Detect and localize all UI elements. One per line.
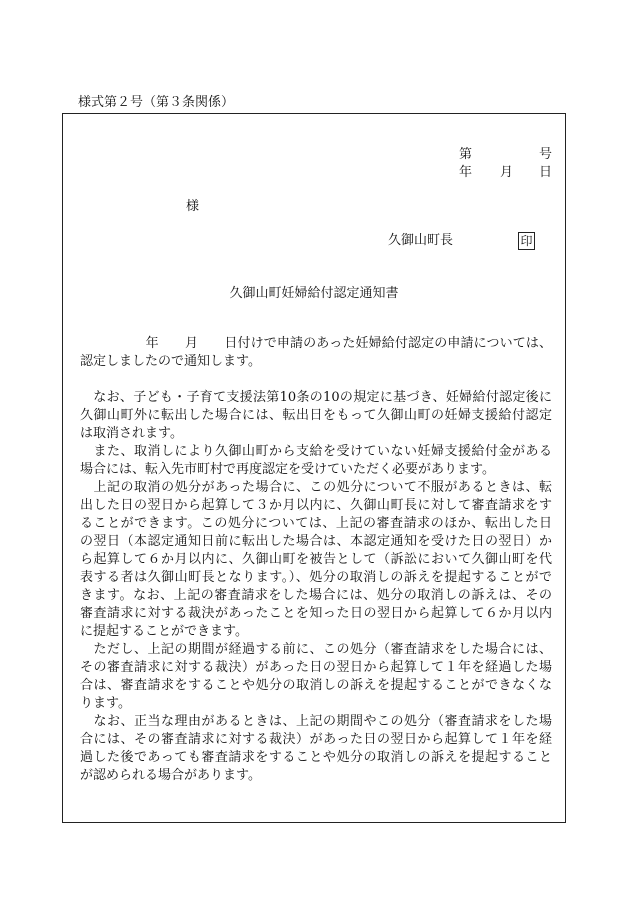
body-line: 出した日の翌日から起算して３か月以内に、久御山町長に対して審査請求をす	[80, 498, 552, 513]
body-line: ることができます。この処分については、上記の審査請求のほか、転出した日	[80, 516, 552, 531]
addressee-honorific: 様	[186, 199, 200, 214]
form-label: 様式第２号（第３条関係）	[78, 95, 235, 110]
date-year-label: 年	[459, 165, 473, 180]
paragraph-re-certification	[80, 443, 552, 479]
body-line: 審査請求に対する裁決があったことを知った日の翌日から起算して６か月以内	[80, 606, 552, 621]
document-number-suffix: 号	[539, 147, 553, 162]
blank-line	[80, 371, 552, 389]
body-line: に提起することができます。	[80, 624, 248, 639]
body-line: ただし、上記の期間が経過する前に、この処分（審査請求をした場合には、	[80, 642, 552, 657]
body-line: 上記の取消の処分があった場合に、この処分について不服があるときは、転	[80, 480, 552, 495]
document-body	[80, 335, 552, 785]
date-day-label: 日	[539, 165, 553, 180]
paragraph-justifiable-reason	[80, 713, 552, 785]
body-line: の翌日（本認定通知日前に転出した場合は、本認定通知を受けた日の翌日）か	[80, 534, 552, 549]
body-line: が認められる場合があります。	[80, 768, 261, 783]
body-line: 年 月 日付けで申請のあった妊婦給付認定の申請については、	[80, 336, 552, 351]
body-line: 場合には、転入先市町村で再度認定を受けていただく必要があります。	[80, 462, 495, 477]
body-line: ります。	[80, 696, 131, 711]
body-line: 合には、その審査請求に対する裁決）があった日の翌日から起算して１年を経	[80, 732, 552, 747]
body-line: 表する者は久御山町長となります。）、処分の取消しの訴えを提起することがで	[80, 570, 552, 585]
paragraph-deadline-exception	[80, 641, 552, 713]
paragraph-notice	[80, 335, 552, 371]
body-line: ら起算して６か月以内に、久御山町を被告として（訴訟において久御山町を代	[80, 552, 552, 567]
document-title: 久御山町妊婦給付認定通知書	[229, 286, 399, 301]
paragraph-transfer-cancellation	[80, 389, 552, 443]
body-line: 久御山町外に転出した場合には、転出日をもって久御山町の妊婦支援給付認定	[80, 408, 552, 423]
body-line: また、取消しにより久御山町から支給を受けていない妊婦支援給付金がある	[80, 444, 552, 459]
body-line: 認定しましたので通知します。	[80, 354, 261, 369]
body-line: きます。なお、上記の審査請求をした場合には、処分の取消しの訴えは、その	[80, 588, 552, 603]
issuer-name: 久御山町長	[388, 233, 454, 248]
paragraph-appeal	[80, 479, 552, 641]
body-line: は取消されます。	[80, 426, 183, 441]
body-line: 過した後であっても審査請求をすることや処分の取消しの訴えを提起すること	[80, 750, 552, 765]
body-line: その審査請求に対する裁決）があった日の翌日から起算して１年を経過した場	[80, 660, 552, 675]
seal-mark: 印	[518, 232, 535, 250]
document-number-prefix: 第	[459, 147, 473, 162]
body-line: なお、正当な理由があるときは、上記の期間やこの処分（審査請求をした場	[80, 714, 552, 729]
body-line: 合は、審査請求をすることや処分の取消しの訴えを提起することができなくな	[80, 678, 552, 693]
body-line: なお、子ども・子育て支援法第10条の10の規定に基づき、妊婦給付認定後に	[80, 390, 552, 405]
date-month-label: 月	[500, 165, 514, 180]
